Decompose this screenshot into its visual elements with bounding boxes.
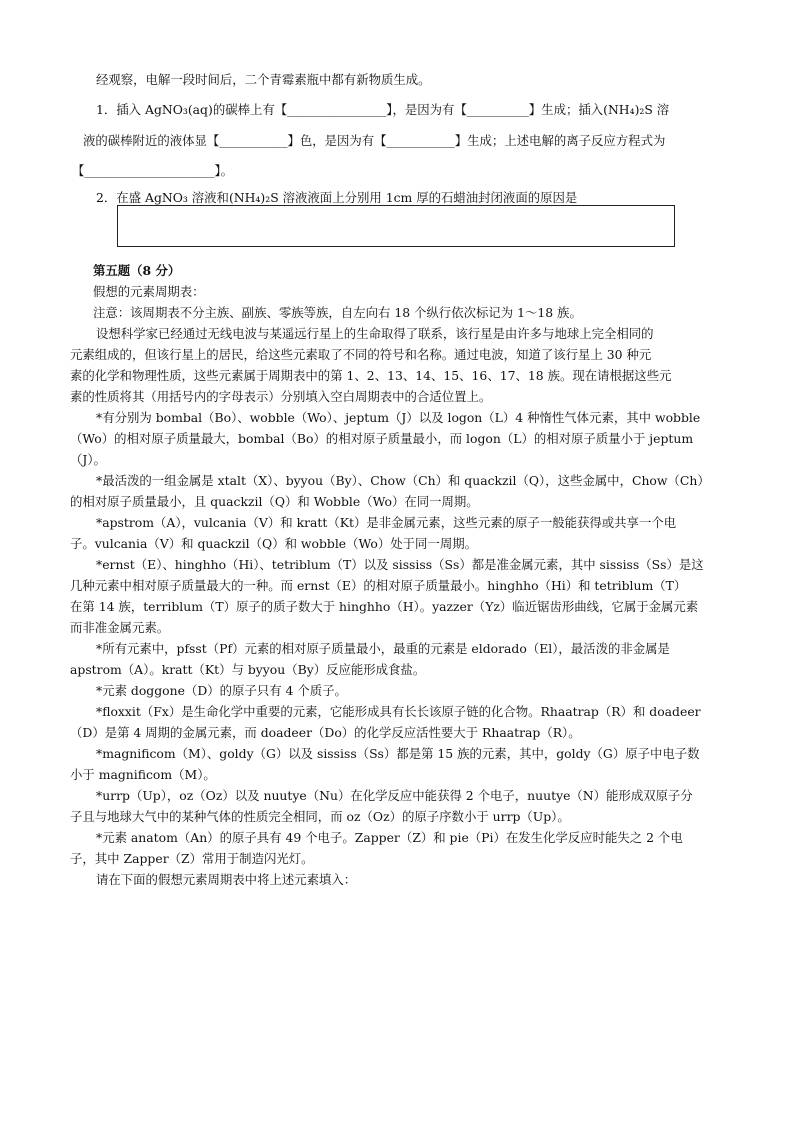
para-line: 的相对原子质量最小，且 quackzil（Q）和 Wobble（Wo）在同一周期。 [70,494,479,509]
para-line: 子。vulcania（V）和 quackzil（Q）和 wobble（Wo）处于同一周期。 [70,536,478,551]
q1-line-1: 1．插入 AgNO₃(aq)的碳棒上有【________________】，是因为有【__________】生成；插入(NH₄)₂S 溶 [96,102,670,117]
para-line: apstrom（A）。kratt（Kt）与 byyou（By）反应能形成食盐。 [70,662,426,677]
para-line: 素的性质将其（用括号内的字母表示）分别填入空白周期表中的合适位置上。 [70,389,492,404]
para-line: *有分别为 bombal（Bo）、wobble（Wo）、jeptum（J）以及 logon（L）4 种惰性气体元素，其中 wobble [96,410,701,425]
section-subtitle: 假想的元素周期表： [93,284,205,299]
para-line: *ernst（E）、hinghho（Hi）、tetriblum（T）以及 sississ（Ss）都是准金属元素，其中 sississ（Ss）是这 [96,557,704,572]
q2-text: 2．在盛 AgNO₃ 溶液和(NH₄)₂S 溶液液面上分别用 1cm 厚的石蜡油封闭液面的原因是 [96,190,578,205]
q1-line-3: 【_____________________】。 [72,163,234,178]
q1-line-2: 液的碳棒附近的液体显【___________】色，是因为有【___________】生成；上述电解的离子反应方程式为 [83,133,666,148]
para-line: 小于 magnificom（M）。 [70,767,216,782]
section-note: 注意：该周期表不分主族、副族、零族等族，自左向右 18 个纵行依次标记为 1～18 族。 [93,305,582,320]
q2-answer-box[interactable] [117,205,675,247]
para-line: *floxxit（Fx）是生命化学中重要的元素，它能形成具有长长该原子链的化合物。Rhaatrap（R）和 doadeer [96,704,701,719]
para-line: *apstrom（A），vulcania（V）和 kratt（Kt）是非金属元素，这些元素的原子一般能获得或共享一个电 [96,515,677,530]
para-line: 而非准金属元素。 [70,620,170,635]
para-line: （D）是第 4 周期的金属元素，而 doadeer（Do）的化学反应活性要大于 Rhaatrap（R）。 [70,725,581,740]
para-line: 设想科学家已经通过无线电波与某遥远行星上的生命取得了联系，该行星是由许多与地球上完全相同的 [96,326,654,341]
para-line: （Wo）的相对原子质量最大，bombal（Bo）的相对原子质量最小，而 logon（L）的相对原子质量小于 jeptum [70,431,694,446]
para-line: 在第 14 族，terriblum（T）原子的质子数大于 hinghho（H）。yazzer（Yz）临近锯齿形曲线，它属于金属元素 [70,599,699,614]
para-line: *最活泼的一组金属是 xtalt（X）、byyou（By）、Chow（Ch）和 quackzil（Q），这些金属中，Chow（Ch） [96,473,710,488]
para-line: 素的化学和物理性质，这些元素属于周期表中的第 1、2、13、14、15、16、17、18 族。现在请根据这些元 [70,368,672,383]
para-line: 子，其中 Zapper（Z）常用于制造闪光灯。 [70,851,314,866]
para-line: （J）。 [70,452,106,467]
section-heading: 第五题（8 分） [93,263,181,278]
para-line: 子且与地球大气中的某种气体的性质完全相同，而 oz（Oz）的原子序数小于 urrp（Up）。 [70,809,570,824]
para-line: *urrp（Up），oz（Oz）以及 nuutye（Nu）在化学反应中能获得 2 个电子，nuutye（N）能形成双原子分 [96,788,693,803]
para-line: *所有元素中，pfsst（Pf）元素的相对原子质量最小，最重的元素是 eldorado（El），最活泼的非金属是 [96,641,670,656]
para-line: 元素组成的，但该行星上的居民，给这些元素取了不同的符号和名称。通过电波，知道了该行星上 30 种元 [70,347,652,362]
para-line: *元素 anatom（An）的原子具有 49 个电子。Zapper（Z）和 pie（Pi）在发生化学反应时能失之 2 个电 [96,830,683,845]
closing-text: 请在下面的假想元素周期表中将上述元素填入： [96,872,357,887]
intro-text: 经观察，电解一段时间后，二个青霉素瓶中都有新物质生成。 [96,72,431,87]
para-line: *元素 doggone（D）的原子只有 4 个质子。 [96,683,347,698]
para-line: *magnificom（M）、goldy（G）以及 sississ（Ss）都是第 15 族的元素，其中，goldy（G）原子中电子数 [96,746,700,761]
para-line: 几种元素中相对原子质量最大的一种。而 ernst（E）的相对原子质量最小。hinghho（Hi）和 tetriblum（T） [70,578,687,593]
